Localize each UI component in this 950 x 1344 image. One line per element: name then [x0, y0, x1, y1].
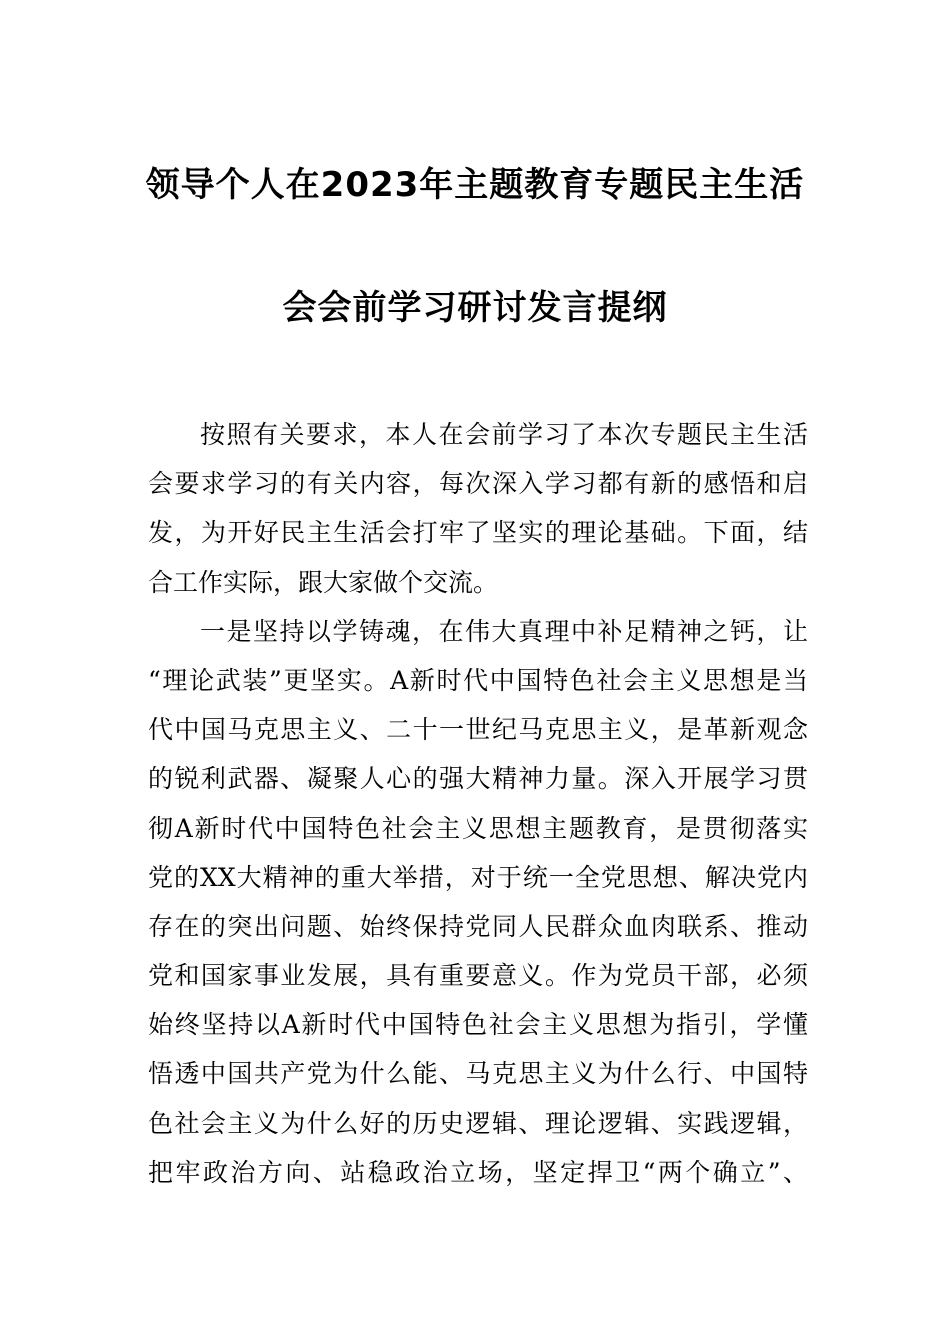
paragraph-line: 的锐利武器、凝聚人心的强大精神力量。深入开展学习贯 — [148, 764, 808, 794]
paragraph-line: 悟透中国共产党为什么能、马克思主义为什么行、中国特 — [148, 1059, 808, 1089]
paragraph-line: 始终坚持以A新时代中国特色社会主义思想为指引，学懂 — [148, 1010, 808, 1040]
paragraph-line: 一是坚持以学铸魂，在伟大真理中补足精神之钙，让 — [200, 616, 808, 646]
document-title-line-1: 领导个人在2023年主题教育专题民主生活 — [145, 165, 805, 205]
document-body — [148, 410, 808, 1197]
paragraph-line: 把牢政治方向、站稳政治立场，坚定捍卫“两个确立”、 — [148, 1157, 808, 1187]
paragraph-line: 党和国家事业发展，具有重要意义。作为党员干部，必须 — [148, 961, 808, 991]
paragraph-line: 存在的突出问题、始终保持党同人民群众血肉联系、推动 — [148, 911, 808, 941]
paragraph-line: 代中国马克思主义、二十一世纪马克思主义，是革新观念 — [148, 715, 808, 745]
paragraph-line: “理论武装”更坚实。A新时代中国特色社会主义思想是当 — [148, 665, 808, 695]
paragraph-line: 按照有关要求，本人在会前学习了本次专题民主生活 — [200, 420, 808, 449]
paragraph-line: 合工作实际，跟大家做个交流。 — [148, 567, 499, 597]
paragraph-line: 彻A新时代中国特色社会主义思想主题教育，是贯彻落实 — [148, 813, 808, 843]
paragraph-line: 党的XX大精神的重大举措，对于统一全党思想、解决党内 — [148, 862, 808, 892]
paragraph-line: 色社会主义为什么好的历史逻辑、理论逻辑、实践逻辑， — [148, 1108, 808, 1138]
paragraph-point-one — [148, 607, 808, 1197]
document-title-line-2: 会会前学习研讨发言提纲 — [282, 288, 668, 328]
paragraph-line: 会要求学习的有关内容，每次深入学习都有新的感悟和启 — [148, 469, 808, 499]
paragraph-line: 发，为开好民主生活会打牢了坚实的理论基础。下面，结 — [148, 518, 808, 548]
paragraph-intro — [148, 410, 808, 607]
